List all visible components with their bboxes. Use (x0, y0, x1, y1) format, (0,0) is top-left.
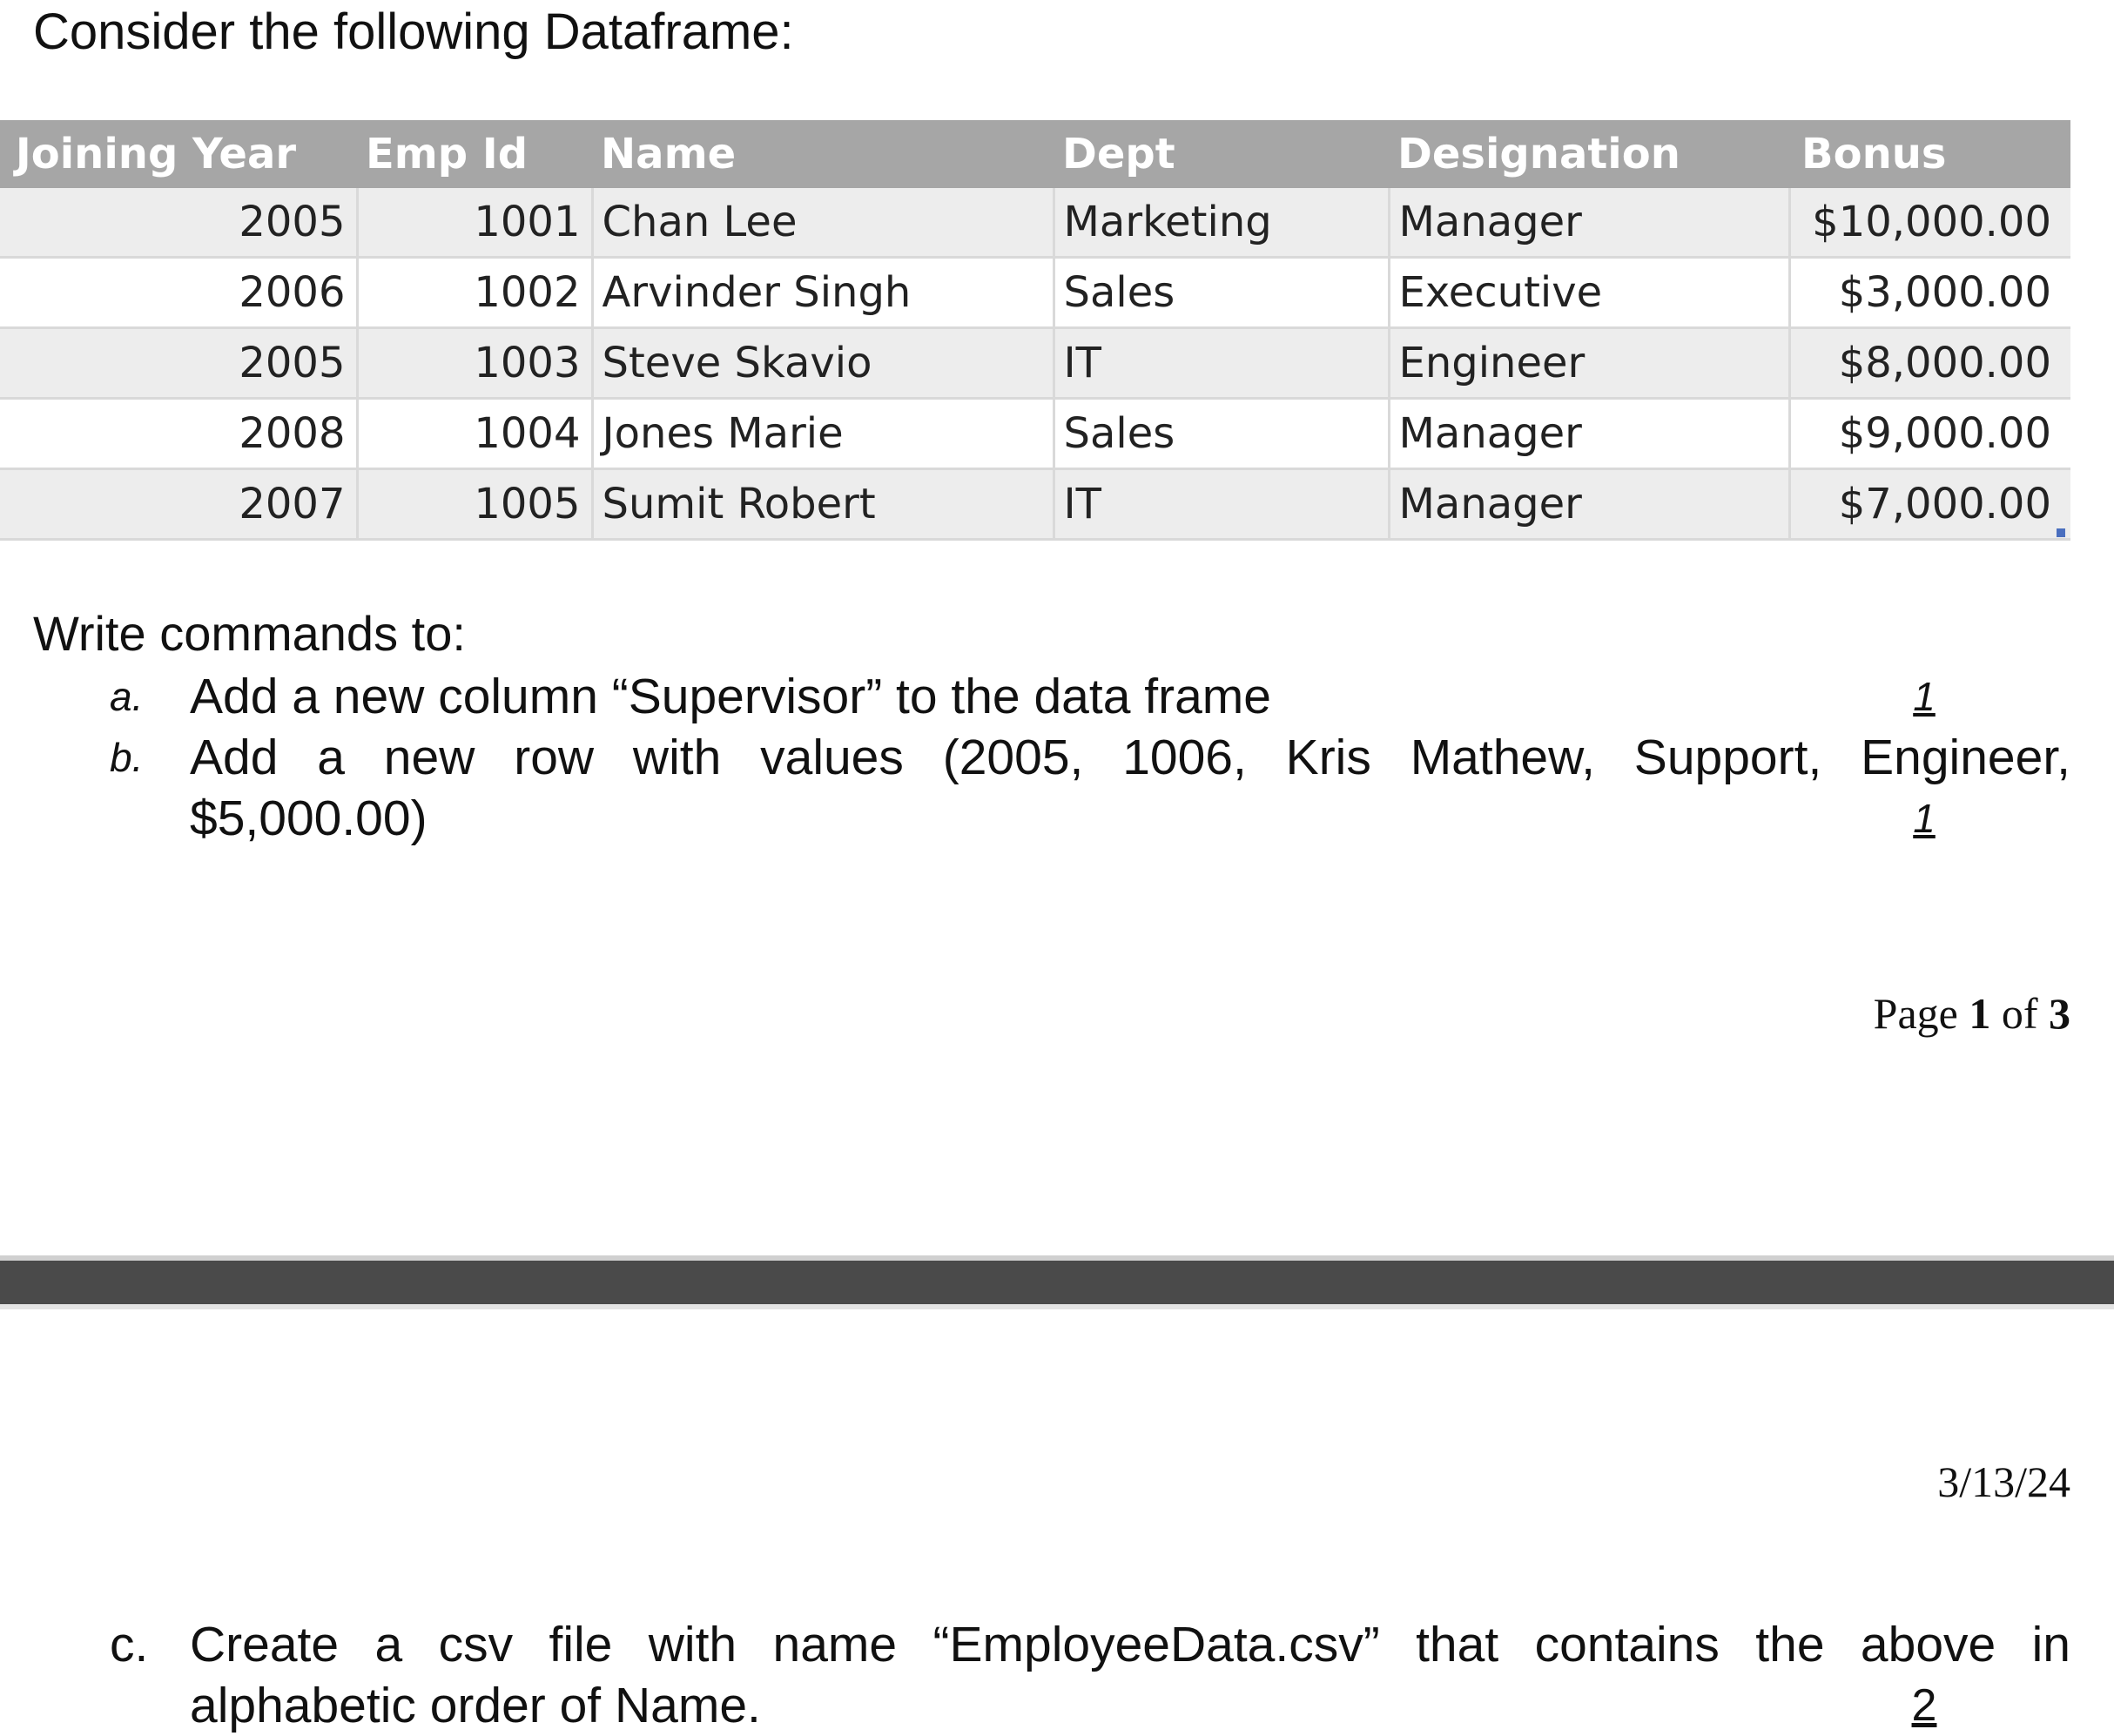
cell-bonus: $8,000.00 (1789, 328, 2070, 399)
header-designation: Designation (1389, 120, 1789, 188)
cell-emp-id: 1003 (357, 328, 592, 399)
cell-emp-id: 1001 (357, 188, 592, 258)
cell-dept: IT (1054, 469, 1389, 540)
table-row (0, 328, 2070, 399)
cell-designation: Engineer (1389, 328, 1789, 399)
cell-name: Steve Skavio (592, 328, 1054, 399)
cell-name: Jones Marie (592, 399, 1054, 469)
cell-joining-year: 2005 (0, 328, 357, 399)
page-total: 3 (2049, 989, 2070, 1038)
cell-bonus: $9,000.00 (1789, 399, 2070, 469)
table-row (0, 399, 2070, 469)
cell-dept: Sales (1054, 399, 1389, 469)
question-c-text-line2: alphabetic order of Name. (190, 1678, 761, 1733)
question-a (0, 666, 2070, 727)
cell-dept: IT (1054, 328, 1389, 399)
cell-emp-id: 1004 (357, 399, 592, 469)
table-row (0, 258, 2070, 328)
page-separator (0, 1255, 2114, 1309)
table-header-row (0, 120, 2070, 188)
header-joining-year: Joining Year (0, 120, 357, 188)
question-a-text: Add a new column “Supervisor” to the data frame (190, 669, 1271, 724)
cell-designation: Manager (1389, 469, 1789, 540)
cell-joining-year: 2007 (0, 469, 357, 540)
table-row (0, 188, 2070, 258)
question-b (0, 727, 2070, 849)
cell-bonus: $10,000.00 (1789, 188, 2070, 258)
page-current: 1 (1969, 989, 1991, 1038)
cell-emp-id: 1005 (357, 469, 592, 540)
page-mid: of (2001, 989, 2038, 1038)
question-a-letter: a. (110, 674, 144, 719)
cell-name: Arvinder Singh (592, 258, 1054, 328)
question-c (0, 1614, 2070, 1736)
table-row (0, 469, 2070, 540)
cell-designation: Executive (1389, 258, 1789, 328)
question-b-text-line2: $5,000.00) (190, 791, 428, 846)
header-bonus: Bonus (1789, 120, 2070, 188)
question-a-marks: 1 (1913, 674, 1936, 719)
header-emp-id: Emp Id (357, 120, 592, 188)
page-prefix: Page (1873, 989, 1958, 1038)
intro-text: Consider the following Dataframe: (33, 3, 794, 60)
question-c-marks: 2 (1911, 1680, 1937, 1731)
cell-name: Chan Lee (592, 188, 1054, 258)
question-b-marks: 1 (1913, 796, 1936, 841)
cell-name: Sumit Robert (592, 469, 1054, 540)
header-dept: Dept (1054, 120, 1389, 188)
cell-joining-year: 2008 (0, 399, 357, 469)
cell-dept: Sales (1054, 258, 1389, 328)
page-date: 3/13/24 (1937, 1457, 2070, 1506)
cell-dept: Marketing (1054, 188, 1389, 258)
cell-emp-id: 1002 (357, 258, 592, 328)
question-b-letter: b. (110, 735, 144, 780)
fill-handle-icon (2057, 528, 2065, 537)
dataframe-table (0, 120, 2070, 541)
question-c-text-line1: Create a csv file with name “EmployeeData.csv” that contains the above in (190, 1617, 2070, 1672)
question-c-letter: c. (110, 1617, 149, 1672)
cell-bonus: $3,000.00 (1789, 258, 2070, 328)
page-number (1874, 987, 2070, 1040)
cell-bonus: $7,000.00 (1789, 469, 2070, 540)
cell-joining-year: 2005 (0, 188, 357, 258)
question-b-text-line1: Add a new row with values (2005, 1006, Kris Mathew, Support, Engineer, (190, 730, 2070, 785)
cell-designation: Manager (1389, 399, 1789, 469)
header-name: Name (592, 120, 1054, 188)
questions-heading: Write commands to: (33, 606, 466, 661)
cell-joining-year: 2006 (0, 258, 357, 328)
cell-designation: Manager (1389, 188, 1789, 258)
